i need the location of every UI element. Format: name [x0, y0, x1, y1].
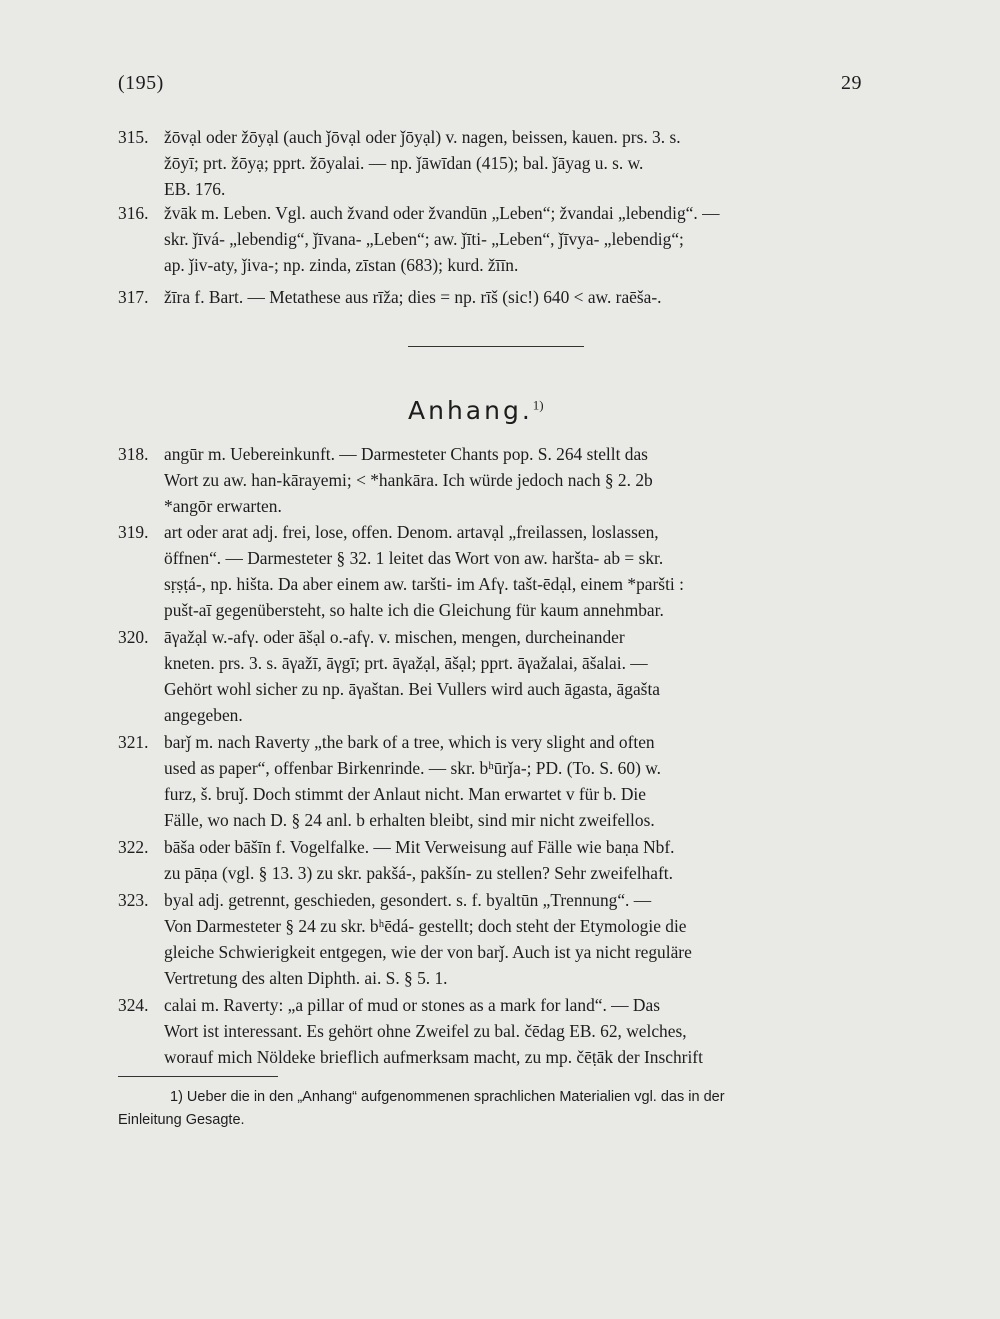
entry-316	[118, 200, 864, 278]
entry-line: bāša oder bāšīn f. Vogelfalke. — Mit Verweisung auf Fälle wie baṇa Nbf.	[164, 837, 675, 857]
footnote-line: 1) Ueber die in den „Anhang“ aufgenommenen sprachlichen Materialien vgl. das in der	[170, 1089, 725, 1105]
entry-line: Wort ist interessant. Es gehört ohne Zweifel zu bal. čēdag EB. 62, welches,	[164, 1021, 687, 1041]
entry-line: Wort zu aw. han-kārayemi; < *hankāra. Ich würde jedoch nach § 2. 2b	[164, 470, 653, 490]
entry-line: used as paper“, offenbar Birkenrinde. — skr. bʰūrǰa-; PD. (To. S. 60) w.	[164, 758, 661, 778]
footnote	[118, 1086, 864, 1132]
header-page-number: 29	[841, 72, 862, 94]
entry-line: Vertretung des alten Diphth. ai. S. § 5. 1.	[164, 968, 448, 988]
entry-line: barǰ m. nach Raverty „the bark of a tree, which is very slight and often	[164, 732, 655, 752]
entry-line: furz, š. bruǰ. Doch stimmt der Anlaut nicht. Man erwartet v für b. Die	[164, 784, 646, 804]
header-page-range: (195)	[118, 72, 164, 94]
entry-number: 318.	[118, 444, 149, 464]
entry-317	[118, 284, 864, 310]
entry-number: 320.	[118, 627, 149, 647]
entry-line: āγažạl w.-afγ. oder āšạl o.-afγ. v. mischen, mengen, durcheinander	[164, 627, 625, 647]
entry-315	[118, 124, 864, 202]
entry-line: sṛṣṭá-, np. hišta. Da aber einem aw. taršti- im Afγ. tašt-ēdạl, einem *paršti :	[164, 574, 684, 594]
entry-line: worauf mich Nöldeke brieflich aufmerksam macht, zu mp. čēṭāk der Inschrift	[164, 1047, 703, 1067]
footnote-line: Einleitung Gesagte.	[118, 1112, 245, 1128]
entry-line: EB. 176.	[164, 179, 226, 199]
entry-line: angegeben.	[164, 705, 243, 725]
entry-line: Fälle, wo nach D. § 24 anl. b erhalten bleibt, sind mir nicht zweifellos.	[164, 810, 655, 830]
entry-320	[118, 624, 864, 728]
entry-number: 321.	[118, 732, 149, 752]
entry-line: skr. ǰīvá- „lebendig“, ǰīvana- „Leben“; aw. ǰīti- „Leben“, ǰīvya- „lebendig“;	[164, 229, 684, 249]
footnote-rule	[118, 1076, 278, 1077]
entry-number: 317.	[118, 287, 149, 307]
entry-number: 315.	[118, 127, 149, 147]
entry-line: žōvạl oder žōyạl (auch ǰōvạl oder ǰōyạl) v. nagen, beissen, kauen. prs. 3. s.	[164, 127, 681, 147]
entry-322	[118, 834, 864, 886]
entry-line: žōyī; prt. žōyạ; pprt. žōyalai. — np. ǰāwīdan (415); bal. ǰāyag u. s. w.	[164, 153, 644, 173]
entry-line: kneten. prs. 3. s. āγažī, āγgī; prt. āγažạl, āšạl; pprt. āγažalai, āšalai. —	[164, 653, 648, 673]
entry-number: 319.	[118, 522, 149, 542]
entry-line: žīra f. Bart. — Metathese aus rīža; dies = np. rīš (sic!) 640 < aw. raēša-.	[164, 287, 662, 307]
footnote-mark: 1)	[532, 397, 544, 413]
entry-319	[118, 519, 864, 623]
entry-line: art oder arat adj. frei, lose, offen. Denom. artavạl „freilassen, loslassen,	[164, 522, 659, 542]
entry-323	[118, 887, 864, 991]
entry-line: byal adj. getrennt, geschieden, gesondert. s. f. byaltūn „Trennung“. —	[164, 890, 652, 910]
entry-line: angūr m. Uebereinkunft. — Darmesteter Chants pop. S. 264 stellt das	[164, 444, 648, 464]
entry-line: Gehört wohl sicher zu np. āγaštan. Bei Vullers wird auch āgasta, āgašta	[164, 679, 660, 699]
entry-line: žvāk m. Leben. Vgl. auch žvand oder žvandūn „Leben“; žvandai „lebendig“. —	[164, 203, 720, 223]
entry-number: 316.	[118, 203, 149, 223]
entry-number: 323.	[118, 890, 149, 910]
entry-321	[118, 729, 864, 833]
section-title-text: Anhang.	[408, 396, 533, 425]
entry-line: *angōr erwarten.	[164, 496, 282, 516]
entry-line: Von Darmesteter § 24 zu skr. bʰēdá- gestellt; doch steht der Etymologie die	[164, 916, 687, 936]
entry-324	[118, 992, 864, 1070]
section-divider	[408, 346, 584, 347]
entry-line: calai m. Raverty: „a pillar of mud or stones as a mark for land“. — Das	[164, 995, 660, 1015]
entry-number: 322.	[118, 837, 149, 857]
entry-318	[118, 441, 864, 519]
entry-number: 324.	[118, 995, 149, 1015]
entry-line: gleiche Schwierigkeit entgegen, wie der von barǰ. Auch ist ya nicht reguläre	[164, 942, 692, 962]
entry-line: öffnen“. — Darmesteter § 32. 1 leitet das Wort von aw. haršta- ab = skr.	[164, 548, 664, 568]
section-title	[408, 396, 544, 425]
entry-line: zu pāṇa (vgl. § 13. 3) zu skr. pakšá-, pakšín- zu stellen? Sehr zweifelhaft.	[164, 863, 673, 883]
entry-line: ap. ǰiv-aty, ǰiva-; np. zinda, zīstan (683); kurd. žīīn.	[164, 255, 519, 275]
entry-line: pušt-aī gegenübersteht, so halte ich die Gleichung für kaum annehmbar.	[164, 600, 664, 620]
